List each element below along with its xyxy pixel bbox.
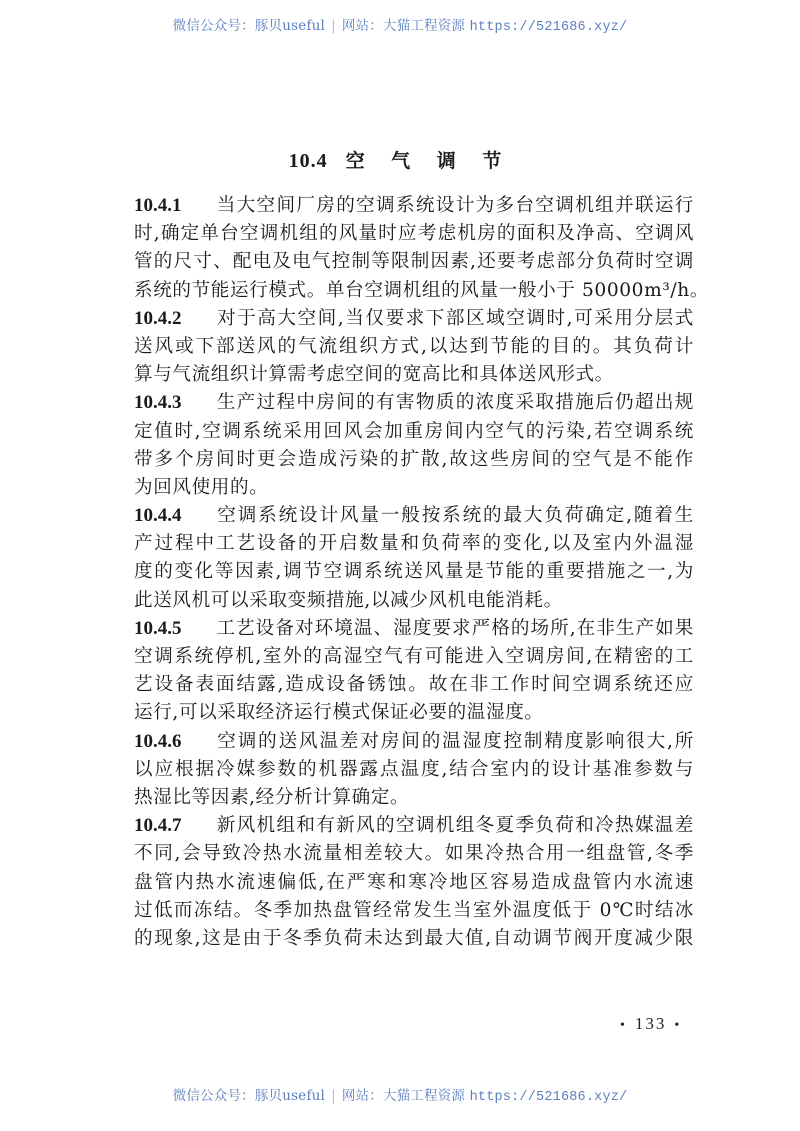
clause-line <box>134 305 694 333</box>
page-dot-left: • <box>620 1018 627 1033</box>
clause-line <box>134 277 710 305</box>
clause-line <box>134 474 694 502</box>
watermark-wechat: 微信公众号：豚贝useful <box>172 18 326 34</box>
clause-text: 空调系统停机,室外的高湿空气有可能进入空调房间,在精密的工 <box>134 646 694 667</box>
clause-line <box>134 869 694 897</box>
clause-line <box>134 699 694 727</box>
clause-text: 空调的送风温差对房间的温湿度控制精度影响很大,所 <box>216 730 694 752</box>
clause-text: 不同,会导致冷热水流量相差较大。如果冷热合用一组盘管,冬季 <box>134 843 694 865</box>
watermark-site: 网站：大猫工程资源 <box>341 18 466 34</box>
clause-number: 10.4.5 <box>134 617 182 639</box>
clause-line <box>134 925 694 953</box>
clause-line <box>134 812 694 840</box>
clause-text: 的现象,这是由于冬季负荷未达到最大值,自动调节阀开度减少限 <box>134 927 694 949</box>
clause-text: 时,确定单台空调机组的风量时应考虑机房的面积及净高、空调风 <box>134 223 694 245</box>
clause-text: 此送风机可以采取变频措施,以减少风机电能消耗。 <box>134 589 563 611</box>
clause-number: 10.4.6 <box>134 730 182 752</box>
clause-text: 当大空间厂房的空调系统设计为多台空调机组并联运行 <box>216 195 694 216</box>
clause-number: 10.4.2 <box>134 307 182 329</box>
clause-text: 算与气流组织计算需考虑空间的宽高比和具体送风形式。 <box>134 364 614 386</box>
watermark-header <box>0 14 800 35</box>
clause-text: 定值时,空调系统采用回风会加重房间内空气的污染,若空调系统 <box>134 420 694 442</box>
section-title: 空 气 调 节 <box>345 150 512 172</box>
clause-line <box>134 587 694 615</box>
clause-text: 盘管内热水流速偏低,在严寒和寒冷地区容易造成盘管内水流速 <box>134 871 694 893</box>
clause-text: 过低而冻结。冬季加热盘管经常发生当室外温度低于 0℃时结冰 <box>134 899 694 921</box>
clause-line <box>134 840 694 868</box>
clause-text: 新风机组和有新风的空调机组冬夏季负荷和冷热媒温差 <box>216 815 694 837</box>
clause-text: 热湿比等因素,经分析计算确定。 <box>134 786 410 808</box>
section-heading <box>0 146 800 173</box>
clause-text: 管的尺寸、配电及电气控制等限制因素,还要考虑部分负荷时空调 <box>134 251 694 273</box>
clause-line <box>134 615 694 643</box>
clause-text: 以应根据冷媒参数的机器露点温度,结合室内的设计基准参数与 <box>134 758 694 780</box>
clause-line <box>134 756 694 784</box>
watermark-url[interactable]: https://521686.xyz/ <box>469 20 628 35</box>
page-number-value: 133 <box>634 1014 667 1033</box>
clause-line <box>134 643 694 671</box>
watermark-wechat: 微信公众号：豚贝useful <box>172 1088 326 1104</box>
watermark-separator: | <box>331 1088 336 1104</box>
clause-line <box>134 389 694 417</box>
clause-line <box>134 558 694 586</box>
clause-text: 空调系统设计风量一般按系统的最大负荷确定,随着生 <box>216 505 694 527</box>
clause-line <box>134 784 694 812</box>
clause-line <box>134 333 694 361</box>
clause-line <box>134 248 694 276</box>
clause-line <box>134 502 694 530</box>
clause-number: 10.4.7 <box>134 815 182 837</box>
clause-line <box>134 897 694 925</box>
watermark-footer <box>0 1084 800 1105</box>
clause-text: 系统的节能运行模式。单台空调机组的风量一般小于 50000m³/h。 <box>134 279 710 301</box>
page-dot-right: • <box>674 1018 682 1033</box>
clause-text: 送风或下部送风的气流组织方式,以达到节能的目的。其负荷计 <box>134 335 694 357</box>
clause-line <box>134 728 694 756</box>
watermark-separator: | <box>331 18 336 34</box>
page-number <box>612 1014 689 1034</box>
clause-line <box>134 671 694 699</box>
clause-line <box>134 446 694 474</box>
clause-line <box>134 220 694 248</box>
watermark-url[interactable]: https://521686.xyz/ <box>469 1090 628 1105</box>
clause-number: 10.4.3 <box>134 392 182 414</box>
clause-text: 生产过程中房间的有害物质的浓度采取措施后仍超出规 <box>216 392 694 414</box>
clause-text: 运行,可以采取经济运行模式保证必要的温湿度。 <box>134 702 544 724</box>
clause-line <box>134 530 694 558</box>
document-body <box>134 192 710 953</box>
clause-text: 产过程中工艺设备的开启数量和负荷率的变化,以及室内外温湿 <box>134 533 694 555</box>
clause-text: 工艺设备对环境温、湿度要求严格的场所,在非生产如果 <box>216 617 694 639</box>
clause-text: 为回风使用的。 <box>134 476 269 498</box>
clause-line <box>134 361 694 389</box>
clause-text: 艺设备表面结露,造成设备锈蚀。故在非工作时间空调系统还应 <box>134 674 694 696</box>
clause-text: 度的变化等因素,调节空调系统送风量是节能的重要措施之一,为 <box>134 561 694 583</box>
watermark-site: 网站：大猫工程资源 <box>341 1088 466 1104</box>
clause-text: 对于高大空间,当仅要求下部区域空调时,可采用分层式 <box>216 307 694 329</box>
clause-line <box>134 192 694 220</box>
clause-number: 10.4.1 <box>134 195 182 216</box>
section-number: 10.4 <box>288 150 328 172</box>
clause-line <box>134 418 694 446</box>
clause-text: 带多个房间时更会造成污染的扩散,故这些房间的空气是不能作 <box>134 448 694 470</box>
clause-number: 10.4.4 <box>134 505 182 527</box>
